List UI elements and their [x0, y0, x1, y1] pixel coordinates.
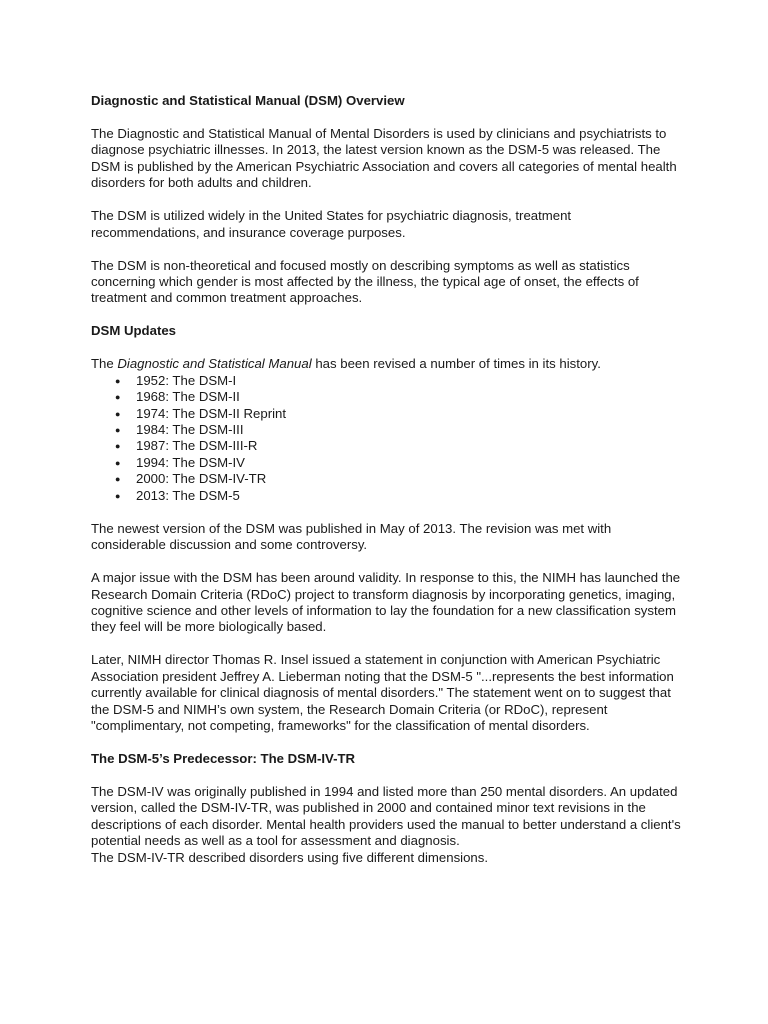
bullet-icon: ●: [115, 375, 121, 386]
updates-lead-end: has been revised a number of times in its history.: [311, 356, 601, 372]
list-item: [91, 488, 681, 504]
updates-paragraph-2: A major issue with the DSM has been around validity. In response to this, the NIMH has launched the Research Domain Criteria (RDoC) project to transform diagnosis by incorporating genetics, imaging, cognitive science and other levels of information to lay the foundation for a new classification system they feel will be more biologically based.: [91, 570, 681, 635]
list-item-text: 1984: The DSM-III: [136, 422, 244, 438]
updates-paragraph-1: The newest version of the DSM was published in May of 2013. The revision was met with considerable discussion and some controversy.: [91, 520, 612, 553]
spacer: [91, 109, 681, 126]
list-item: [91, 422, 681, 438]
spacer: [91, 636, 681, 653]
updates-lead-start: The: [91, 356, 118, 372]
spacer: [91, 504, 681, 521]
bullet-icon: ●: [115, 457, 121, 468]
intro-paragraph-1: The Diagnostic and Statistical Manual of Mental Disorders is used by clinicians and psychiatrists to diagnose psychiatric illnesses. In 2013, the latest version known as the DSM-5 was released. The DSM is published by the American Psychiatric Association and covers all categories of mental health disorders for both adults and children.: [91, 126, 677, 191]
list-item: [91, 455, 681, 471]
spacer: [91, 340, 681, 357]
spacer: [91, 192, 681, 209]
list-item: [91, 389, 681, 405]
document-page: [91, 93, 681, 866]
updates-paragraph-3: Later, NIMH director Thomas R. Insel issued a statement in conjunction with American Psychiatric Association president Jeffrey A. Lieberman noting that the DSM-5 "...represents the best information currently available for clinical diagnosis of mental disorders." The statement went on to suggest that the DSM-5 and NIMH’s own system, the Research Domain Criteria (or RDoC), represent "complimentary, not competing, frameworks" for the classification of mental disorders.: [91, 652, 674, 733]
list-item-text: 1974: The DSM-II Reprint: [136, 405, 287, 421]
predecessor-last-line: The DSM-IV-TR described disorders using five different dimensions.: [91, 849, 489, 865]
list-item-text: 1994: The DSM-IV: [136, 454, 245, 470]
spacer: [91, 767, 681, 784]
spacer: [91, 241, 681, 258]
updates-heading: DSM Updates: [91, 323, 176, 339]
list-item: [91, 373, 681, 389]
updates-lead-italic: Diagnostic and Statistical Manual: [117, 356, 312, 372]
spacer: [91, 734, 681, 751]
intro-paragraph-3: The DSM is non-theoretical and focused mostly on describing symptoms as well as statistics concerning which gender is most affected by the illness, the typical age of onset, the effects of treatment and common treatment approaches.: [91, 257, 639, 306]
list-item-text: 1952: The DSM-I: [136, 372, 237, 388]
bullet-icon: ●: [115, 474, 121, 485]
spacer: [91, 554, 681, 571]
document-title: Diagnostic and Statistical Manual (DSM) Overview: [91, 93, 405, 108]
list-item-text: 2000: The DSM-IV-TR: [136, 471, 267, 487]
predecessor-heading: The DSM-5’s Predecessor: The DSM-IV-TR: [91, 750, 356, 766]
bullet-icon: ●: [115, 441, 121, 452]
intro-paragraph-2: The DSM is utilized widely in the United States for psychiatric diagnosis, treatment recommendations, and insurance coverage purposes.: [91, 208, 572, 240]
version-list: [91, 373, 681, 504]
list-item-text: 1987: The DSM-III-R: [136, 438, 258, 454]
updates-lead: [91, 356, 681, 372]
list-item: [91, 471, 681, 487]
list-item: [91, 406, 681, 422]
spacer: [91, 307, 681, 324]
bullet-icon: ●: [115, 392, 121, 403]
bullet-icon: ●: [115, 425, 121, 436]
bullet-icon: ●: [115, 408, 121, 419]
list-item-text: 2013: The DSM-5: [136, 487, 240, 503]
predecessor-paragraph: The DSM-IV was originally published in 1994 and listed more than 250 mental disorders. An updated version, called the DSM-IV-TR, was published in 2000 and contained minor text revisions in the descriptions of each disorder. Mental health providers used the manual to better understand a client's potential needs as well as a tool for assessment and diagnosis.: [91, 783, 681, 849]
list-item: [91, 438, 681, 454]
bullet-icon: ●: [115, 490, 121, 501]
list-item-text: 1968: The DSM-II: [136, 389, 240, 405]
